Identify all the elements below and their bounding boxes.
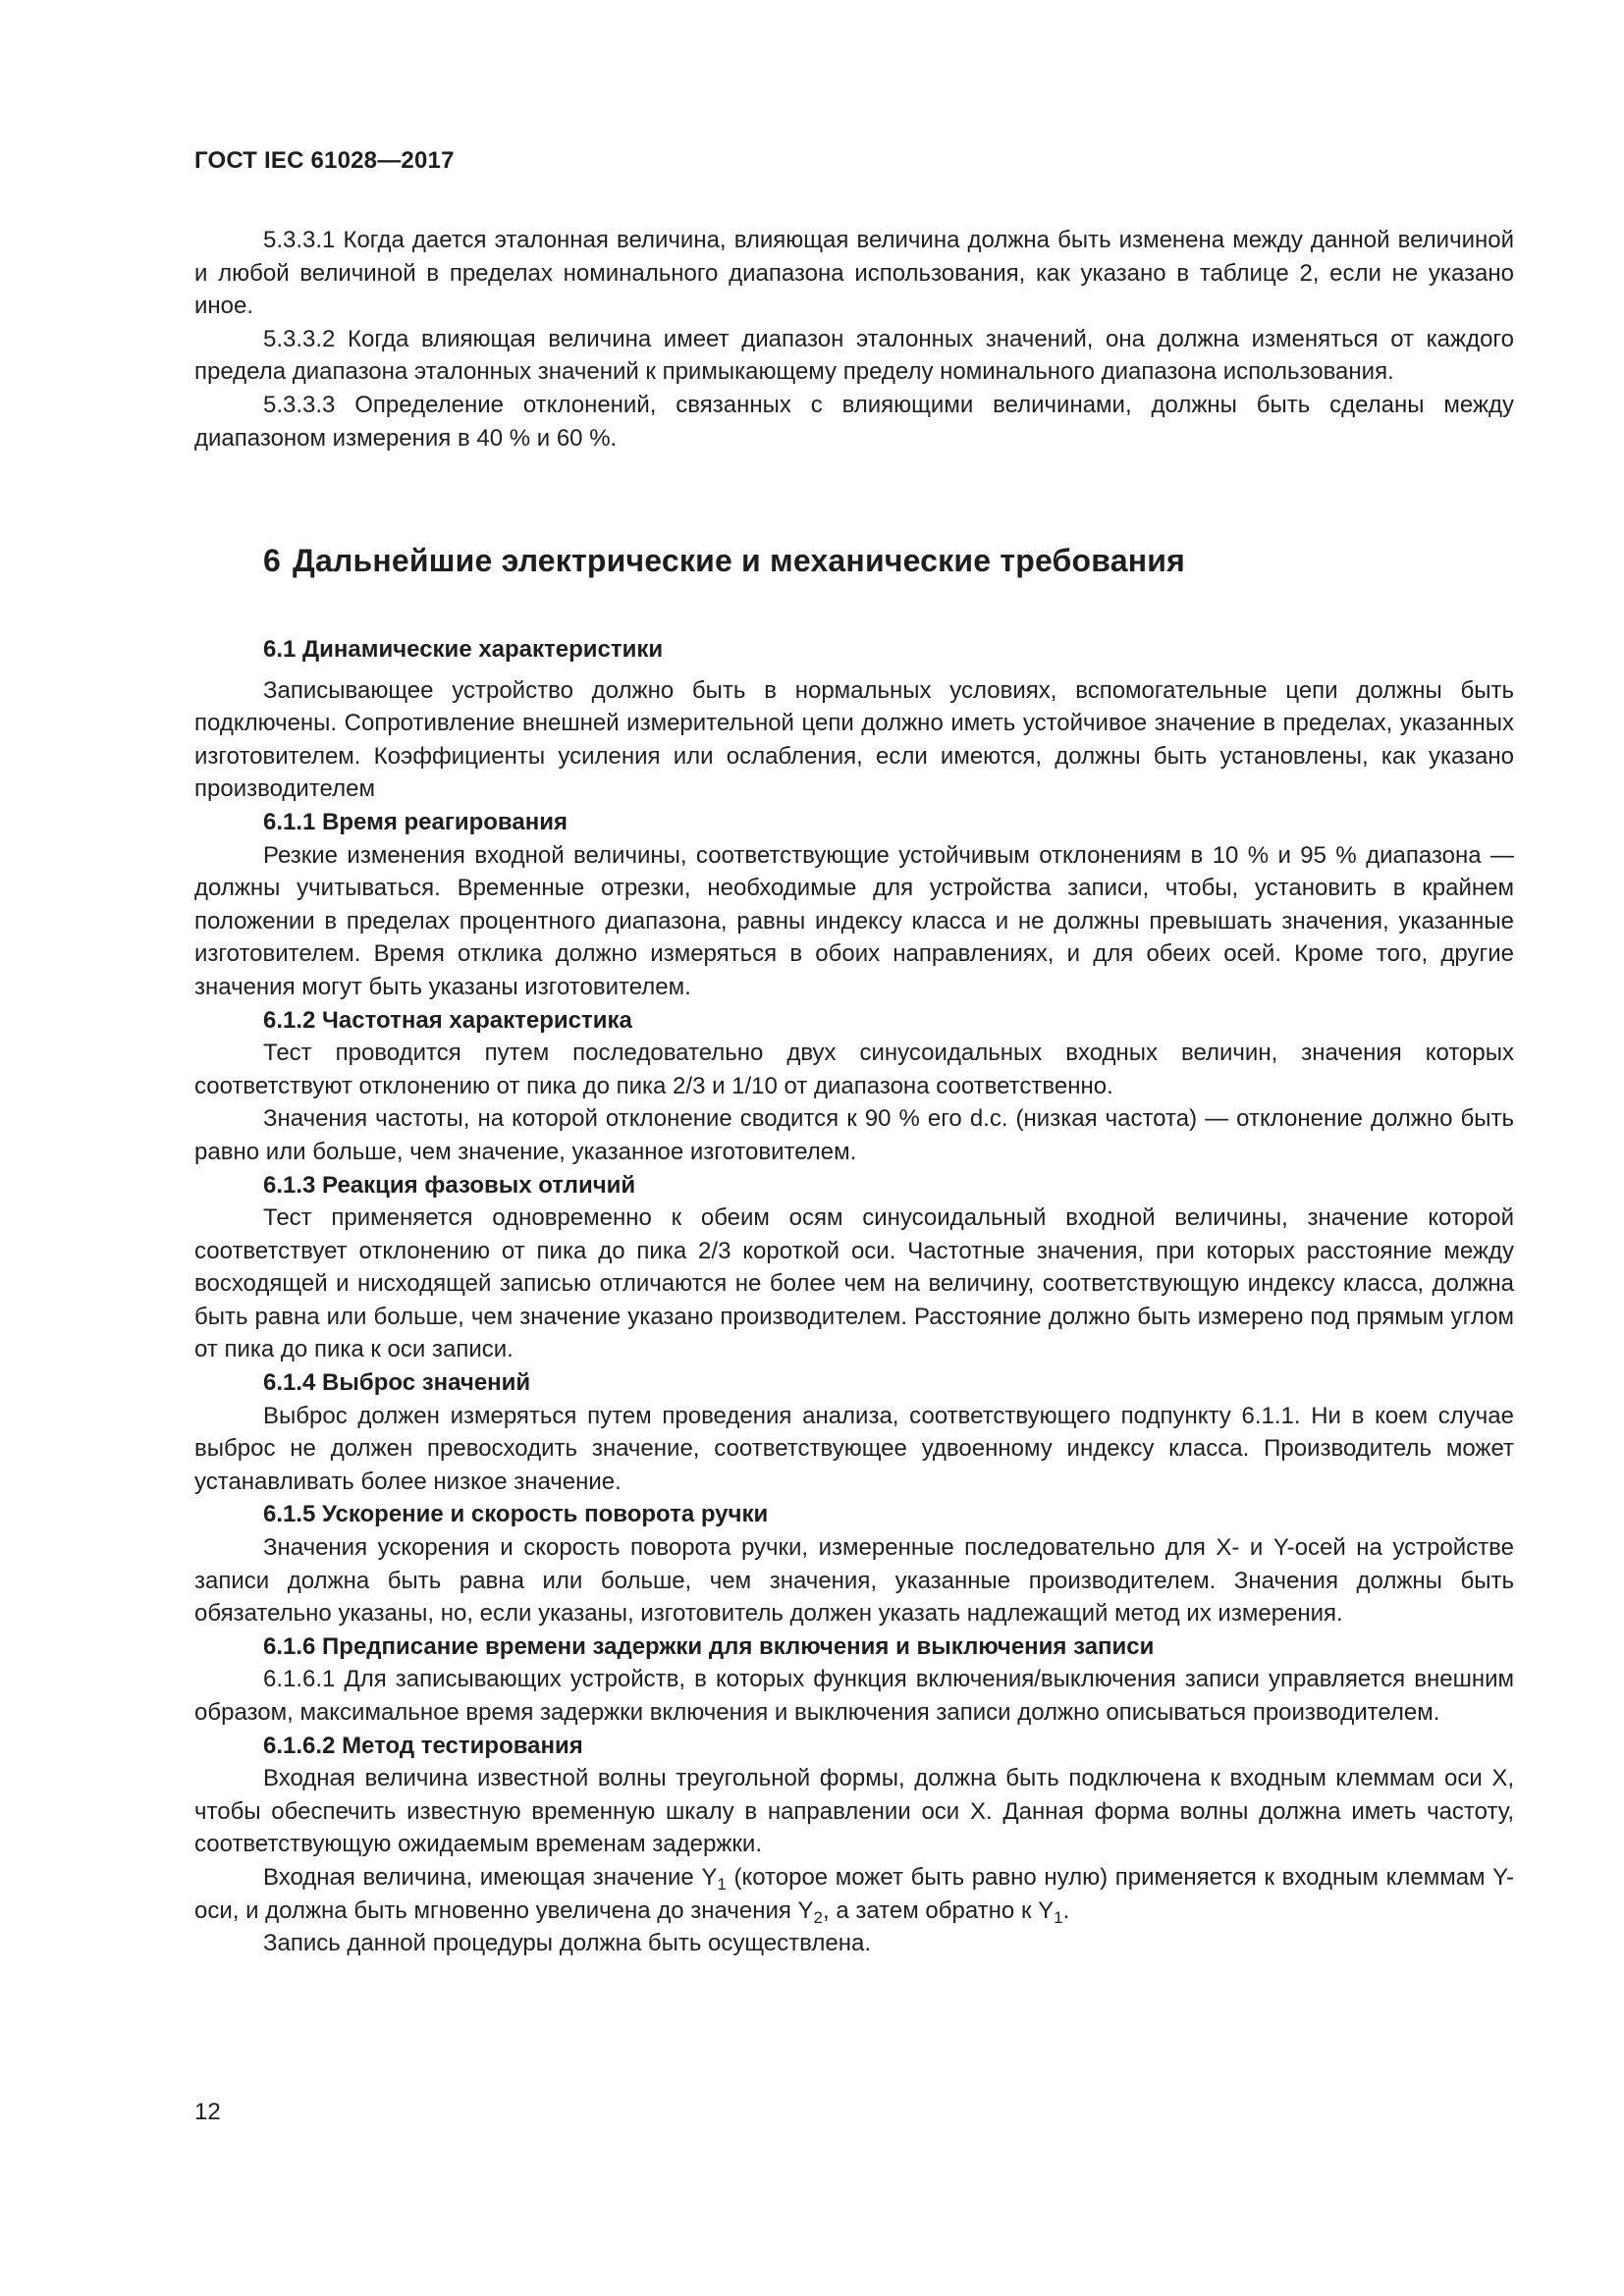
section-6-title: Дальнейшие электрические и механические требования bbox=[293, 543, 1185, 578]
heading-6-1-2: 6.1.2 Частотная характеристика bbox=[263, 1006, 632, 1034]
subscript: 2 bbox=[813, 1907, 823, 1927]
text-fragment: , а затем обратно к Y bbox=[823, 1896, 1055, 1924]
paragraph-6-1-6-1: 6.1.6.1 Для записывающих устройств, в которых функция включения/выключения записи управляется внешним образом, максимальное время задержки включения и выключения записи должно описываться производителем. bbox=[194, 1666, 1514, 1726]
paragraph-6-1-6-2-a: Входная величина известной волны треугольной формы, должна быть подключена к входным клеммам оси X, чтобы обеспечить известную временную шкалу в направлении оси X. Данная форма волны должна иметь частоту, соответствующую ожидаемым временам задержки. bbox=[194, 1765, 1514, 1858]
page-number: 12 bbox=[194, 2099, 221, 2125]
paragraph-6-1-6-2-b bbox=[194, 1861, 1514, 1927]
text-fragment: Входная величина, имеющая значение Y bbox=[263, 1863, 718, 1891]
heading-6-1-1: 6.1.1 Время реагирования bbox=[263, 808, 568, 835]
text-fragment: (которое может быть равно нулю) применяется к входным клеммам Y-оси, и должна быть мгновенно увеличена до значения Y bbox=[194, 1863, 1514, 1924]
heading-6-1-4: 6.1.4 Выброс значений bbox=[263, 1369, 531, 1397]
section-6-number: 6 bbox=[263, 543, 281, 578]
section-6-body bbox=[194, 633, 1514, 1960]
heading-6-1-5: 6.1.5 Ускорение и скорость поворота ручки bbox=[263, 1501, 769, 1528]
heading-6-1-6-2: 6.1.6.2 Метод тестирования bbox=[263, 1732, 583, 1759]
paragraph-5-3-3-1: 5.3.3.1 Когда дается эталонная величина, влияющая величина должна быть изменена между данной величиной и любой величиной в пределах номинального диапазона использования, как указано в таблице 2, если не указано иное. bbox=[194, 227, 1514, 320]
paragraph-6-1: Записывающее устройство должно быть в нормальных условиях, вспомогательные цепи должны быть подключены. Сопротивление внешней измерительной цепи должно иметь устойчивое значение в пределах, указанных изготовителем. Коэффициенты усиления или ослабления, если имеются, должны быть установлены, как указано производителем bbox=[194, 676, 1514, 803]
subscript: 1 bbox=[717, 1874, 727, 1894]
paragraph-6-1-2-b: Значения частоты, на которой отклонение сводится к 90 % его d.c. (низкая частота) — отклонение должно быть равно или больше, чем значение, указанное изготовителем. bbox=[194, 1105, 1514, 1165]
paragraph-6-1-3: Тест применяется одновременно к обеим осям синусоидальный входной величины, значение которой соответствует отклонению от пика до пика 2/3 короткой оси. Частотные значения, при которых расстояние между восходящей и нисходящей записью отличаются не более чем на величину, соответствующую индексу класса, должна быть равна или больше, чем значение указано производителем. Расстояние должно быть измерено под прямым углом от пика до пика к оси записи. bbox=[194, 1204, 1514, 1363]
paragraph-6-1-6-2-c: Запись данной процедуры должна быть осуществлена. bbox=[263, 1930, 871, 1957]
section-6-heading bbox=[263, 543, 1185, 579]
heading-6-1-3: 6.1.3 Реакция фазовых отличий bbox=[263, 1171, 636, 1199]
paragraph-6-1-1: Резкие изменения входной величины, соответствующие устойчивым отклонениям в 10 % и 95 % диапазона — должны учитываться. Временные отрезки, необходимые для устройства записи, чтобы, установить в крайнем положении в пределах процентного диапазона, равны индексу класса и не должны превышать значения, указанные изготовителем. Время отклика должно измеряться в обоих направлениях, и для обеих осей. Кроме того, другие значения могут быть указаны изготовителем. bbox=[194, 841, 1514, 1000]
subscript: 1 bbox=[1054, 1907, 1063, 1927]
paragraph-5-3-3-2: 5.3.3.2 Когда влияющая величина имеет диапазон эталонных значений, она должна изменяться от каждого предела диапазона эталонных значений к примыкающему пределу номинального диапазона использования. bbox=[194, 325, 1514, 386]
paragraph-5-3-3-3: 5.3.3.3 Определение отклонений, связанных с влияющими величинами, должны быть сделаны между диапазоном измерения в 40 % и 60 %. bbox=[194, 391, 1514, 452]
text-fragment: . bbox=[1062, 1896, 1070, 1924]
intro-block bbox=[194, 224, 1514, 454]
heading-6-1-6: 6.1.6 Предписание времени задержки для включения и выключения записи bbox=[263, 1632, 1155, 1660]
paragraph-6-1-2-a: Тест проводится путем последовательно двух синусоидальных входных величин, значения которых соответствуют отклонению от пика до пика 2/3 и 1/10 от диапазона соответственно. bbox=[194, 1040, 1514, 1099]
paragraph-6-1-4: Выброс должен измеряться путем проведения анализа, соответствующего подпункту 6.1.1. Ни в коем случае выброс не должен превосходить значение, соответствующее удвоенному индексу класса. Производитель может устанавливать более низкое значение. bbox=[194, 1402, 1514, 1495]
document-header: ГОСТ IEC 61028—2017 bbox=[194, 147, 455, 174]
paragraph-6-1-5: Значения ускорения и скорость поворота ручки, измеренные последовательно для X- и Y-осей на устройстве записи должна быть равна или больше, чем значения, указанные производителем. Значения должны быть обязательно указаны, но, если указаны, изготовитель должен указать надлежащий метод их измерения. bbox=[194, 1534, 1514, 1628]
heading-6-1: 6.1 Динамические характеристики bbox=[263, 636, 664, 663]
